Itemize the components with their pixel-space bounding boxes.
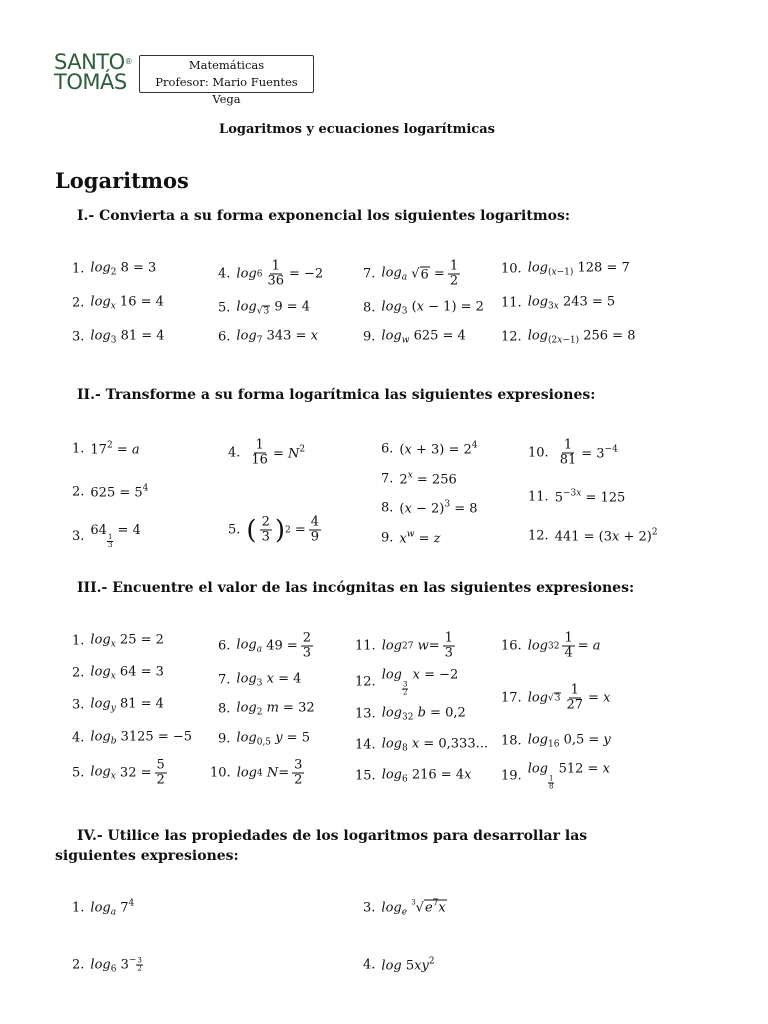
exercise-item: 1. $\log_a 7^4$ <box>72 898 135 918</box>
exercise-item: 2. $\log_6 3^{- \frac{3}{2}}$ <box>72 955 142 975</box>
exercise-item: 10. $\frac{1}{81}$ = $3^{-4}$ <box>528 437 618 468</box>
exercise-item: 12. log $_{\frac{3}{2}}$ x = −2 <box>355 667 459 697</box>
exercise-item: 8. $\log_3 (x - 1) = 2$ <box>363 299 484 317</box>
teacher-label: Profesor: Mario Fuentes Vega <box>155 75 298 106</box>
exercise-item: 9. $\log_{0,5} y = 5$ <box>218 730 310 748</box>
exercise-item: 6. $\log_a$ 49 = $\frac{2}{3}$ <box>218 630 312 661</box>
exercise-item: 18. $\log_{16} 0,5 = y$ <box>501 732 611 750</box>
exercise-item: 2. $\log_x 64 = 3$ <box>72 664 164 682</box>
exercise-item: 13. $\log_{32} b = 0,2$ <box>355 705 466 723</box>
exercise-item: 1. $17^2 = a$ <box>72 440 140 458</box>
exercise-item: 10. $\log_{(x-1)} 128 = 7$ <box>501 260 630 278</box>
logo-line-1: SANTO® <box>54 50 133 74</box>
exercise-item: 9. $x^w = z$ <box>381 529 441 547</box>
course-info-box <box>139 55 314 106</box>
exercise-item: 14. $\log_8 x = 0,333$... <box>355 736 488 754</box>
exercise-item: 7. $\log_3 x = 4$ <box>218 671 302 689</box>
exercise-item: 7. $\log_a$ √ 6 = $\frac{1}{2}$ <box>363 258 459 289</box>
exercise-item: 17. log √3 $\frac{1}{27}$ = x <box>501 682 611 713</box>
exercise-item: 11. $5^{-3x} = 125$ <box>528 488 626 506</box>
exercise-item: 5. $\log_{√3} 9 = 4$ <box>218 299 311 317</box>
exercise-item: 7. $2^x = 256$ <box>381 470 457 488</box>
exercise-item: 3. $\log_3 81 = 4$ <box>72 328 165 346</box>
document-title: Logaritmos y ecuaciones logarítmicas <box>219 122 495 137</box>
exercise-item: 12. $441 = (3x + 2)^2$ <box>528 527 658 545</box>
exercise-item: 4. $\log 5xy^2$ <box>363 956 435 974</box>
exercise-item: 3. 64 $\frac{1}{3}$ = 4 <box>72 523 141 549</box>
exercise-item: 3. $\log_y 81 = 4$ <box>72 696 164 714</box>
part-2-title: II.- Transforme a su forma logarítmica las siguientes expresiones: <box>77 387 596 403</box>
exercise-item: 19. log $_{\frac{1}{8}}$ 512 = x <box>501 761 610 791</box>
exercise-item: 8. $(x - 2)^3 = 8$ <box>381 499 478 517</box>
section-heading: Logaritmos <box>55 168 189 193</box>
exercise-item: 8. $\log_2 m = 32$ <box>218 700 315 718</box>
exercise-item: 3. $\log_e ^3√e^7x$ <box>363 898 446 918</box>
exercise-item: 2. $\log_x 16 = 4$ <box>72 294 164 312</box>
exercise-item: 5. ( $\frac{2}{3}$ ) 2 = $\frac{4}{9}$ <box>228 514 320 545</box>
part-3-title: III.- Encuentre el valor de las incógnitas en las siguientes expresiones: <box>77 580 635 596</box>
part-4-title: IV.- Utilice las propiedades de los logaritmos para desarrollar las siguientes expresiones: <box>55 828 588 864</box>
exercise-item: 1. $\log_2 8 = 3$ <box>72 260 157 278</box>
exercise-item: 6. $\log_7 343 = x$ <box>218 328 318 346</box>
exercise-item: 1. $\log_x 25 = 2$ <box>72 632 164 650</box>
exercise-item: 4. $\log_b 3125 = -5$ <box>72 729 193 747</box>
logo-line-2: TOMÁS <box>54 70 127 94</box>
exercise-item: 4. $\frac{1}{16}$ = $N^2$ <box>228 437 306 468</box>
subject-label: Matemáticas <box>188 58 265 72</box>
exercise-item: 4. log 6 $\frac{1}{36}$ = −2 <box>218 258 324 289</box>
part-1-title: I.- Convierta a su forma exponencial los siguientes logaritmos: <box>77 208 571 224</box>
exercise-item: 2. $625 = 5^4$ <box>72 483 149 501</box>
exercise-item: 11. $\log_{3x} 243 = 5$ <box>501 294 616 312</box>
exercise-item: 16. log 32 $\frac{1}{4}$ = a <box>501 630 601 661</box>
exercise-item: 11. log 27 w = $\frac{1}{3}$ <box>355 630 453 661</box>
exercise-item: 12. $\log_{(2x-1)} 256 = 8$ <box>501 328 636 346</box>
exercise-item: 15. $\log_6 216 = 4x$ <box>355 767 472 785</box>
exercise-item: 9. $\log_w 625 = 4$ <box>363 328 466 346</box>
exercise-item: 5. $\log_x$ 32 = $\frac{5}{2}$ <box>72 757 165 788</box>
exercise-item: 10. log 4 N = $\frac{3}{2}$ <box>210 757 303 788</box>
exercise-item: 6. $(x + 3) = 2^4$ <box>381 440 478 458</box>
santo-tomas-logo <box>54 52 134 92</box>
